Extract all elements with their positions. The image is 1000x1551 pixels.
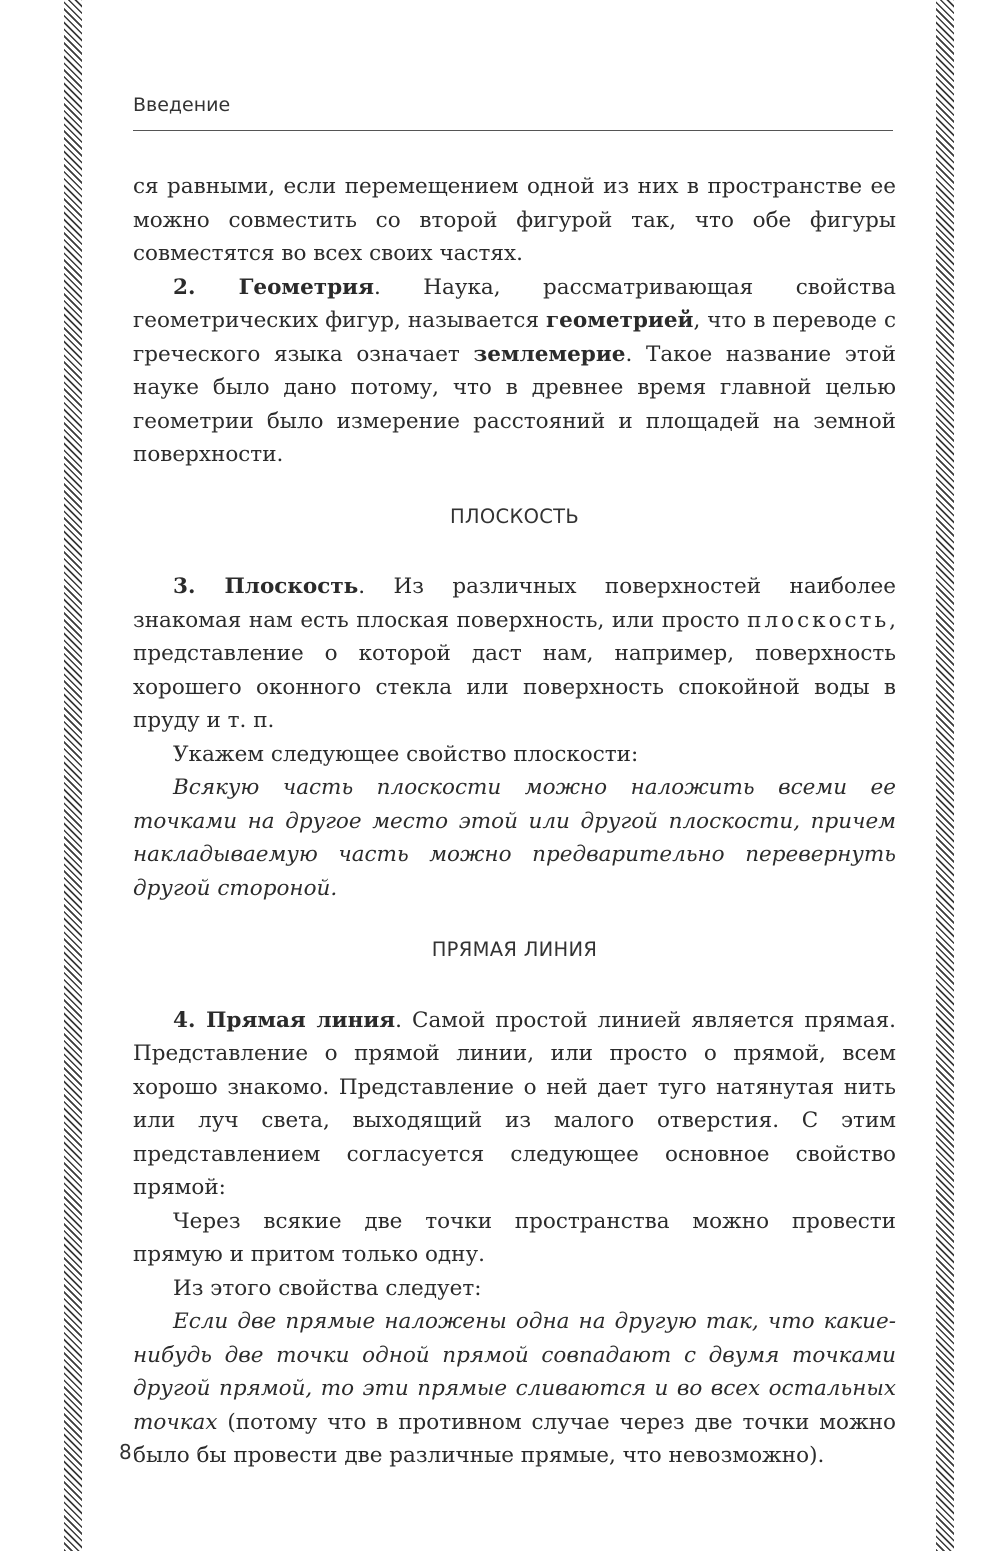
text-span: . Из различных поверхностей наиболее знакомая нам есть плоская поверхность, или просто [133,574,896,633]
right-decorative-border [936,0,954,1551]
paragraph-plane-property-intro: Укажем следующее свойство плоскости: [173,741,639,767]
text-span: (потому что в противном случае через две точки можно было бы провести две различные прямые, что невозможно). [133,1409,896,1468]
paragraph-consequence-intro: Из этого свойства следует: [173,1275,482,1301]
item-number-line: 4. Прямая линия [173,1007,396,1033]
text-span: . Такое название этой науке было дано потому, что в древнее время главной целью геометрии было измерение расстояний и площадей на земной поверхности. [133,341,896,467]
paragraph-consequence [133,1305,896,1473]
italic-statement-line: Если две прямые наложены одна на другую так, что какие-нибудь две точки одной прямой совпадают с двумя точками другой прямой, то эти прямые сливаются и во всех остальных точках [133,1309,896,1435]
term-geometry: геометрией [546,308,694,333]
page-body [133,170,896,1473]
italic-statement-plane: Всякую часть плоскости можно наложить всеми ее точками на другое место этой или другой плоскости, причем накладываемую часть можно предварительно перевернуть другой стороной. [133,775,896,901]
section-title-line: ПРЯМАЯ ЛИНИЯ [431,938,598,961]
text-span: . Самой простой линией является прямая. Представление о прямой линии, или просто о прямой, всем хорошо знакомо. Представление о ней дает туго натянутая нить или луч света, выходящий из малого отверстия. С этим представлением согласуется следующее основное свойство прямой: [133,1007,896,1200]
item-number-plane: 3. Плоскость [173,574,359,599]
paragraph-continuation: ся равными, если перемещением одной из них в пространстве ее можно совместить со второй фигурой так, что обе фигуры совместятся во всех своих частях. [133,174,896,266]
paragraph-plane [133,570,896,738]
text-span: , что в переводе с греческого языка означает [133,308,897,367]
left-decorative-border [64,0,82,1551]
item-number-geometry: 2. Геометрия [173,274,374,300]
header-rule [133,130,893,131]
spaced-term-plane: плоскость [747,607,890,633]
term-land-measurement: землемерие [473,341,626,367]
paragraph-line-axiom: Через всякие две точки пространства можно провести прямую и притом только одну. [133,1208,896,1267]
page-number: 8 [119,1440,132,1464]
running-header: Введение [133,94,231,116]
text-span: . Наука, рассматривающая свойства геометрических фигур, называется [133,274,896,333]
paragraph-plane-property [133,771,896,905]
paragraph-line [133,1004,896,1205]
paragraph-geometry [133,271,896,472]
text-span: , представление о которой даст нам, например, поверхность хорошего оконного стекла или поверхность спокойной воды в пруду и т. п. [133,607,896,733]
section-title-plane: ПЛОСКОСТЬ [449,504,580,528]
